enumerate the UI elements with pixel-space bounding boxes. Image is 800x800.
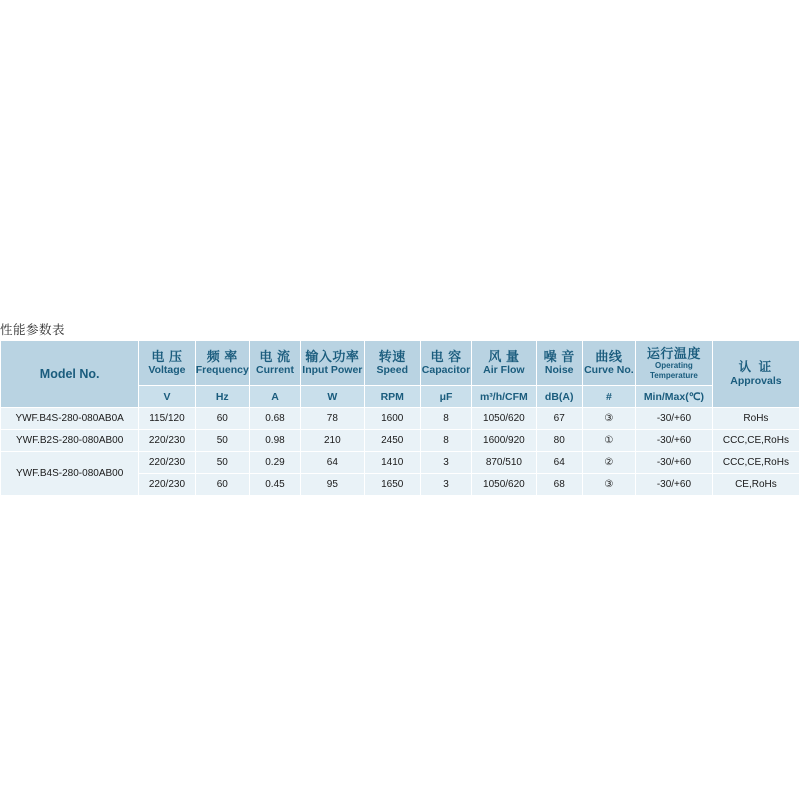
cell-approvals: CCC,CE,RoHs [712,430,799,452]
header-unit-6: μF [420,386,471,408]
header-col-9-en: Curve No. [584,364,634,376]
header-col-4-en: Input Power [302,364,363,376]
performance-parameter-table [0,340,800,496]
header-col-1 [139,341,195,386]
header-col-7 [472,341,537,386]
cell-r1-c2: 60 [195,408,249,430]
header-col-5-cn: 转速 [378,349,406,364]
header-col-3-en: Current [256,364,294,376]
cell-r3-c3: 0.29 [249,452,300,474]
page-title: 性能参数表 [0,323,66,337]
header-col-9-cn: 曲线 [595,349,623,364]
cell-r2-c8: 80 [536,430,582,452]
header-col-10-en: Operating Temperature [649,360,698,380]
header-unit-2: Hz [195,386,249,408]
cell-r1-c3: 0.68 [249,408,300,430]
header-col-6-en: Capacitor [421,364,471,376]
header-col-8-en: Noise [544,364,574,376]
header-col-6 [420,341,471,386]
header-col-7-cn: 风 量 [488,349,520,364]
header-unit-9: # [582,386,635,408]
cell-model-no: YWF.B4S-280-080AB0A [1,408,139,430]
header-col-5 [364,341,420,386]
header-col-6-cn: 电 容 [430,349,462,364]
header-col-1-en: Voltage [148,364,186,376]
cell-r2-c10: -30/+60 [636,430,713,452]
header-unit-5: RPM [364,386,420,408]
cell-r2-c5: 2450 [364,430,420,452]
header-approvals-cn: 认 证 [738,360,774,374]
header-approvals-en: Approvals [730,375,782,387]
cell-r3-c1: 220/230 [139,452,195,474]
header-col-3-cn: 电 流 [259,349,291,364]
cell-r1-c9: ③ [582,408,635,430]
cell-r1-c10: -30/+60 [636,408,713,430]
cell-approvals: CCC,CE,RoHs [712,452,799,474]
header-unit-4: W [301,386,365,408]
table-row [1,408,800,430]
cell-r2-c6: 8 [420,430,471,452]
cell-r2-c2: 50 [195,430,249,452]
cell-r3-c5: 1410 [364,452,420,474]
cell-r2-c3: 0.98 [249,430,300,452]
cell-r4-c7: 1050/620 [472,474,537,496]
table-header-row-primary [1,341,800,386]
cell-r1-c4: 78 [301,408,365,430]
cell-r3-c6: 3 [420,452,471,474]
header-col-2 [195,341,249,386]
cell-approvals: CE,RoHs [712,474,799,496]
table-row [1,452,800,474]
header-col-5-en: Speed [376,364,409,376]
cell-model-no: YWF.B4S-280-080AB00 [1,452,139,496]
header-approvals [712,341,799,408]
header-unit-8: dB(A) [536,386,582,408]
cell-r3-c8: 64 [536,452,582,474]
cell-r4-c5: 1650 [364,474,420,496]
table-row [1,430,800,452]
header-unit-7: m³/h/CFM [472,386,537,408]
header-col-7-en: Air Flow [483,364,525,376]
cell-r4-c3: 0.45 [249,474,300,496]
header-col-3 [249,341,300,386]
header-col-10 [636,341,713,386]
header-col-2-en: Frequency [195,364,249,376]
header-col-9 [582,341,635,386]
header-col-4 [301,341,365,386]
cell-r3-c7: 870/510 [472,452,537,474]
cell-r1-c5: 1600 [364,408,420,430]
header-col-2-cn: 频 率 [206,349,238,364]
header-model-no-label: Model No. [39,367,100,381]
cell-r3-c4: 64 [301,452,365,474]
cell-r2-c9: ① [582,430,635,452]
cell-r1-c7: 1050/620 [472,408,537,430]
header-unit-1: V [139,386,195,408]
header-unit-3: A [249,386,300,408]
cell-r1-c8: 67 [536,408,582,430]
header-col-8 [536,341,582,386]
cell-r4-c8: 68 [536,474,582,496]
cell-r1-c6: 8 [420,408,471,430]
header-col-10-cn: 运行温度 [646,345,701,361]
cell-r3-c2: 50 [195,452,249,474]
cell-r4-c9: ③ [582,474,635,496]
header-unit-10: Min/Max(℃) [636,386,713,408]
cell-r4-c2: 60 [195,474,249,496]
cell-r3-c9: ② [582,452,635,474]
cell-r4-c1: 220/230 [139,474,195,496]
cell-r4-c6: 3 [420,474,471,496]
header-model-no [1,341,139,408]
cell-r4-c10: -30/+60 [636,474,713,496]
header-col-4-cn: 输入功率 [305,349,360,364]
cell-model-no: YWF.B2S-280-080AB00 [1,430,139,452]
cell-r1-c1: 115/120 [139,408,195,430]
header-col-8-cn: 噪 音 [543,349,575,364]
cell-r2-c7: 1600/920 [472,430,537,452]
cell-r2-c4: 210 [301,430,365,452]
cell-approvals: RoHs [712,408,799,430]
header-col-1-cn: 电 压 [151,349,183,364]
cell-r2-c1: 220/230 [139,430,195,452]
cell-r4-c4: 95 [301,474,365,496]
cell-r3-c10: -30/+60 [636,452,713,474]
